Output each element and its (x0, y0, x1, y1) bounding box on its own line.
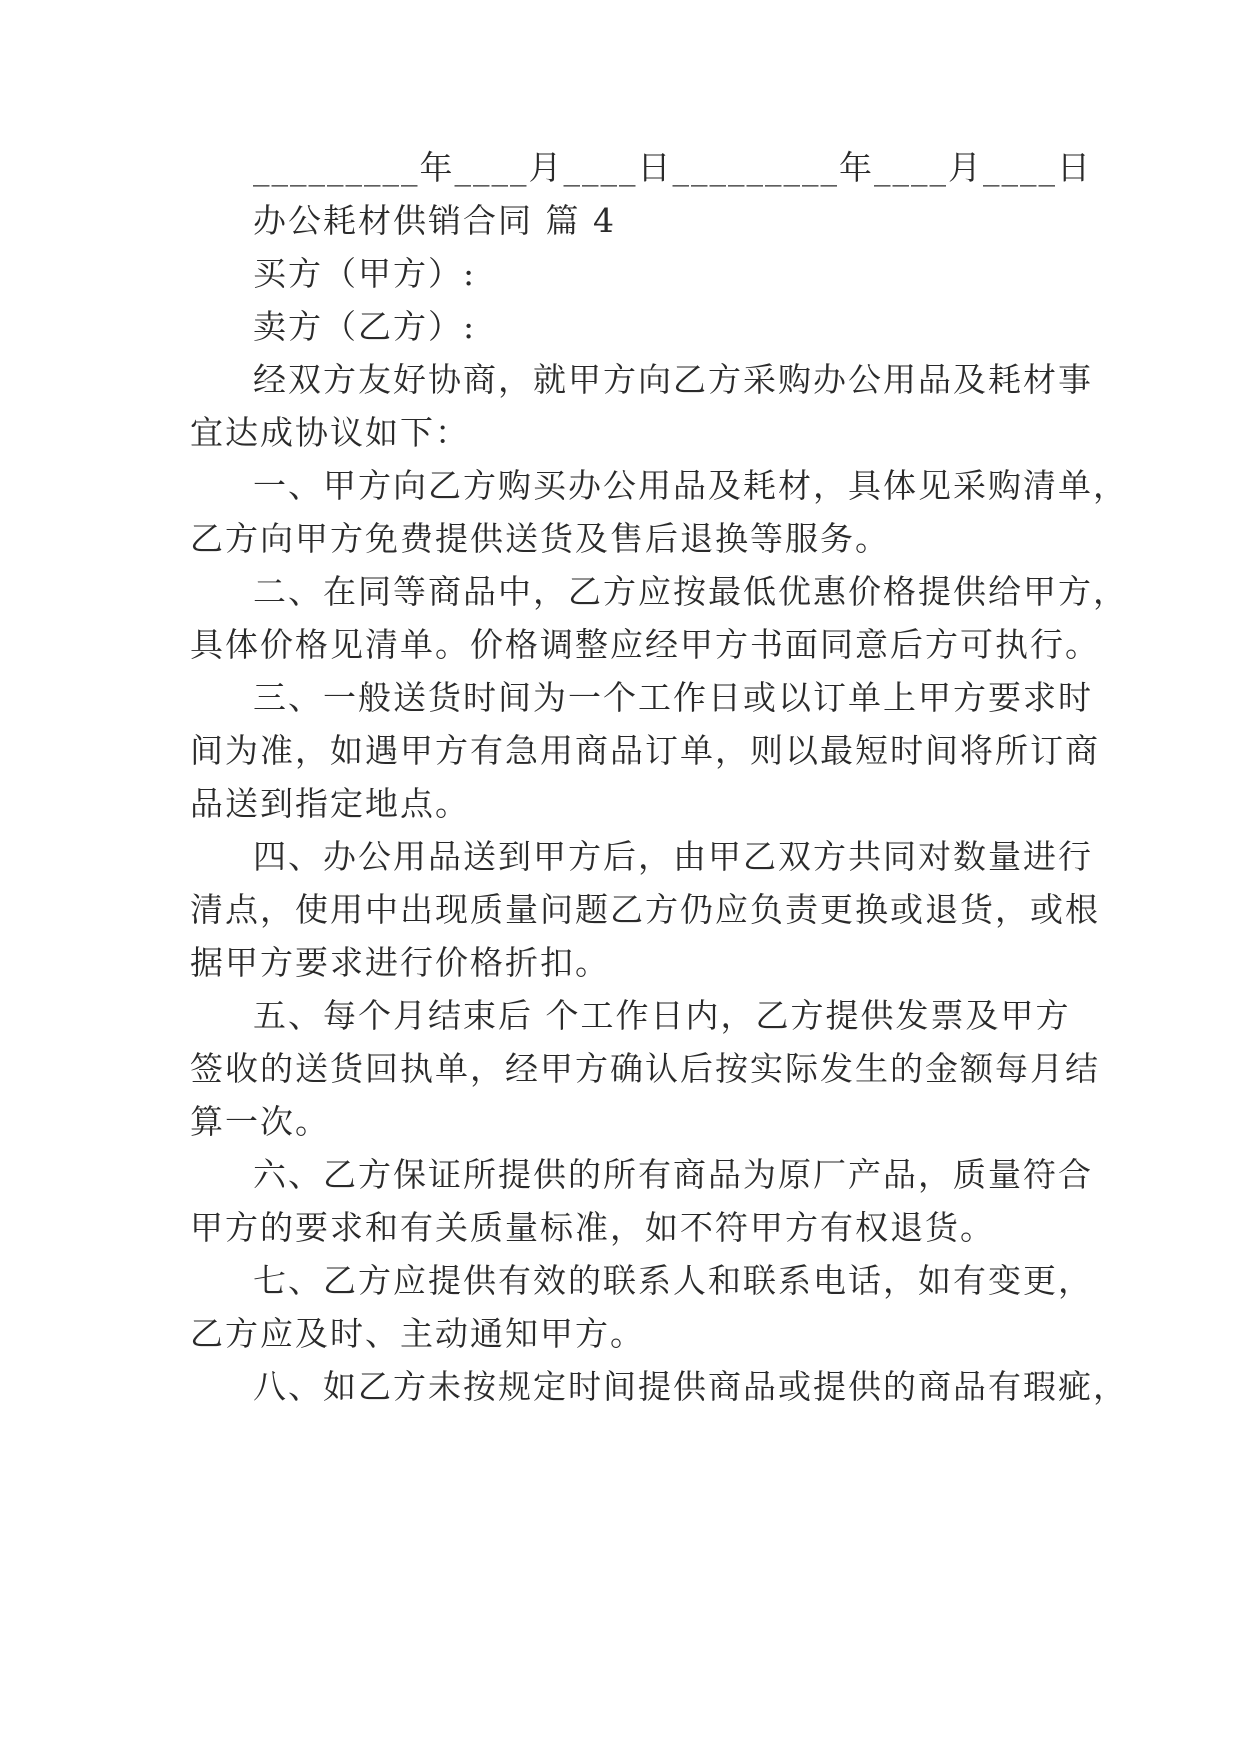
paragraph-line: 签收的送货回执单，经甲方确认后按实际发生的金额每月结 (190, 1049, 1100, 1088)
paragraph-line: 五、每个月结束后 个工作日内，乙方提供发票及甲方 (253, 996, 1071, 1035)
buyer-line: 买方（甲方）: (253, 254, 477, 293)
paragraph-line: 宜达成协议如下： (190, 413, 470, 452)
paragraph-line: 二、在同等商品中，乙方应按最低优惠价格提供给甲方， (253, 572, 1128, 611)
paragraph-line: 经双方友好协商，就甲方向乙方采购办公用品及耗材事 (253, 360, 1093, 399)
paragraph-line: 乙方应及时、主动通知甲方。 (190, 1314, 645, 1353)
date-line: _________年____月____日_________年____月____日 (253, 148, 1092, 187)
paragraph-line: 甲方的要求和有关质量标准，如不符甲方有权退货。 (190, 1208, 995, 1247)
paragraph-line: 六、乙方保证所提供的所有商品为原厂产品，质量符合 (253, 1155, 1093, 1194)
paragraph-line: 具体价格见清单。价格调整应经甲方书面同意后方可执行。 (190, 625, 1100, 664)
paragraph-line: 七、乙方应提供有效的联系人和联系电话，如有变更， (253, 1261, 1093, 1300)
paragraph-line: 算一次。 (190, 1102, 330, 1141)
paragraph-line: 品送到指定地点。 (190, 784, 470, 823)
seller-line: 卖方（乙方）: (253, 307, 477, 346)
paragraph-line: 间为准，如遇甲方有急用商品订单，则以最短时间将所订商 (190, 731, 1100, 770)
paragraph-line: 据甲方要求进行价格折扣。 (190, 943, 610, 982)
paragraph-line: 清点，使用中出现质量问题乙方仍应负责更换或退货，或根 (190, 890, 1100, 929)
paragraph-line: 一、甲方向乙方购买办公用品及耗材，具体见采购清单， (253, 466, 1128, 505)
contract-title: 办公耗材供销合同 篇 4 (253, 201, 616, 240)
paragraph-line: 四、办公用品送到甲方后，由甲乙双方共同对数量进行 (253, 837, 1093, 876)
paragraph-line: 八、如乙方未按规定时间提供商品或提供的商品有瑕疵， (253, 1367, 1128, 1406)
paragraph-line: 三、一般送货时间为一个工作日或以订单上甲方要求时 (253, 678, 1093, 717)
paragraph-line: 乙方向甲方免费提供送货及售后退换等服务。 (190, 519, 890, 558)
